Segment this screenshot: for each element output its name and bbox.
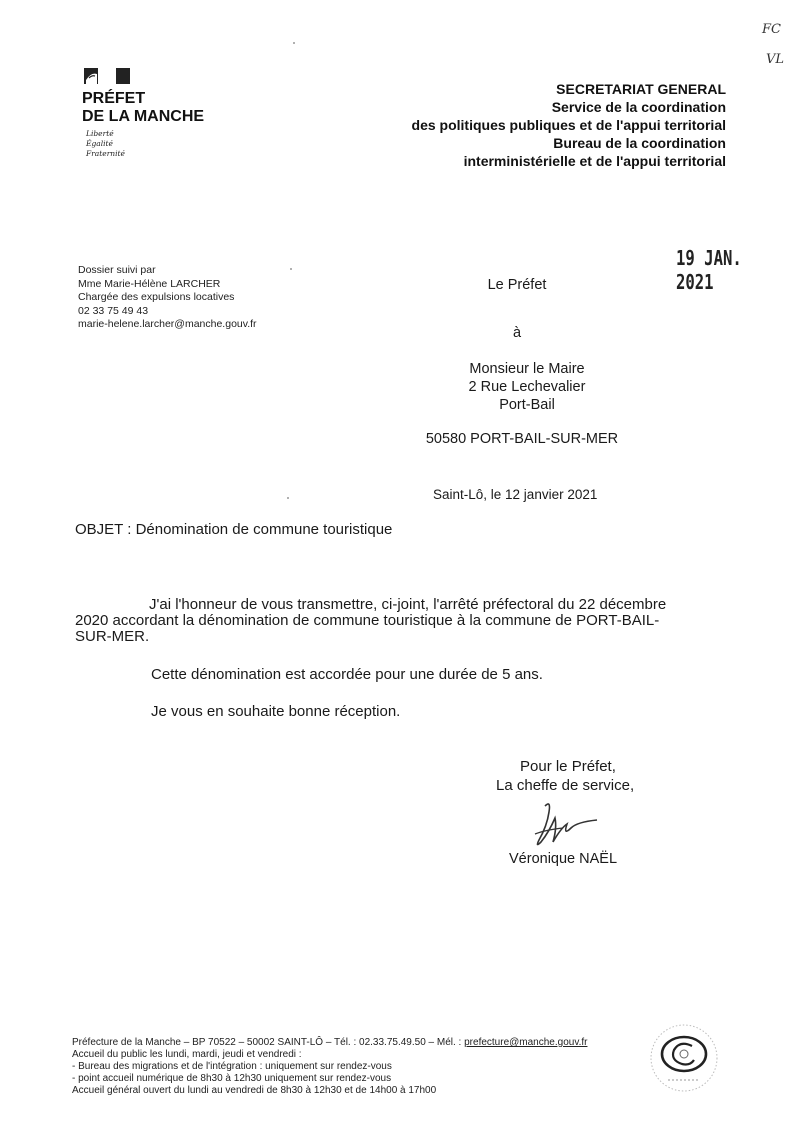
logo-text-line2: DE LA MANCHE [82, 108, 205, 125]
republic-motto [86, 129, 125, 159]
footer [72, 1037, 587, 1097]
scan-speck [290, 268, 292, 270]
received-date-stamp: 19 JAN. 2021 [676, 246, 742, 294]
to-word: à [512, 325, 522, 341]
logo-text-line1: PRÉFET [82, 90, 146, 107]
footer-line1 [72, 1037, 587, 1049]
footer-line4: - point accueil numérique de 8h30 à 12h30 uniquement sur rendez-vous [72, 1073, 392, 1084]
recipient-locality: Port-Bail [499, 397, 555, 413]
signature-line2: La cheffe de service, [496, 777, 635, 794]
prefet-title [82, 90, 204, 126]
body-p1-line3: SUR-MER. [75, 628, 150, 645]
footer-line3: - Bureau des migrations et de l'intégration : uniquement sur rendez-vous [72, 1061, 392, 1072]
scan-speck [287, 497, 289, 499]
footer-line5: Accueil général ouvert du lundi au vendredi de 8h30 à 12h30 et de 14h00 à 17h00 [72, 1085, 437, 1096]
body-p3: Je vous en souhaite bonne réception. [151, 703, 401, 720]
department-line-2: Service de la coordination [551, 99, 726, 115]
dossier-line1: Dossier suivi par [78, 264, 156, 276]
scan-speck [293, 42, 295, 44]
dossier-info [78, 264, 257, 332]
sender: Le Préfet [487, 277, 547, 293]
signature-line1: Pour le Préfet, [520, 758, 616, 775]
corner-annotation-line1: FC [762, 22, 781, 37]
place-date: Saint-Lô, le 12 janvier 2021 [433, 487, 598, 502]
footer-address: Préfecture de la Manche – BP 70522 – 50002 SAINT-LÔ – Tél. : 02.33.75.49.50 – Mél. : [72, 1037, 465, 1048]
footer-email-link[interactable]: prefecture@manche.gouv.fr [464, 1037, 588, 1048]
footer-line2: Accueil du public les lundi, mardi, jeudi et vendredi : [72, 1049, 302, 1060]
recipient-address [412, 360, 642, 414]
dossier-agent: Mme Marie-Hélène LARCHER [78, 277, 221, 290]
body-p2: Cette dénomination est accordée pour une durée de 5 ans. [151, 666, 543, 683]
department-line-3: des politiques publiques et de l'appui territorial [411, 117, 726, 133]
dossier-phone: 02 33 75 49 43 [78, 304, 149, 317]
body-p1-line1: J'ai l'honneur de vous transmettre, ci-joint, l'arrêté préfectoral du 22 décembre [149, 596, 667, 613]
quality-seal-icon [648, 1022, 720, 1094]
motto-egalite: Égalité [86, 139, 113, 148]
department-line-5: interministérielle et de l'appui territorial [463, 153, 726, 169]
marianne-logo-icon [84, 68, 130, 84]
recipient-name: Monsieur le Maire [469, 361, 585, 377]
department-line-4: Bureau de la coordination [553, 135, 726, 151]
signatory-name: Véronique NAËL [509, 851, 618, 867]
dossier-role: Chargée des expulsions locatives [78, 291, 235, 303]
recipient-postal: 50580 PORT-BAIL-SUR-MER [425, 431, 619, 447]
corner-annotation-line2: VL [766, 52, 785, 67]
recipient-street: 2 Rue Lechevalier [468, 379, 586, 395]
dossier-email: marie-helene.larcher@manche.gouv.fr [78, 318, 257, 330]
motto-fraternite: Fraternité [86, 149, 125, 158]
handwritten-signature-icon [505, 798, 605, 858]
letter-object: OBJET : Dénomination de commune touristique [75, 521, 393, 538]
department-header [412, 80, 726, 170]
body-p1-line2: 2020 accordant la dénomination de commune touristique à la commune de PORT-BAIL- [75, 612, 660, 629]
department-line-1: SECRETARIAT GENERAL [556, 81, 726, 97]
motto-liberte: Liberté [86, 129, 114, 138]
